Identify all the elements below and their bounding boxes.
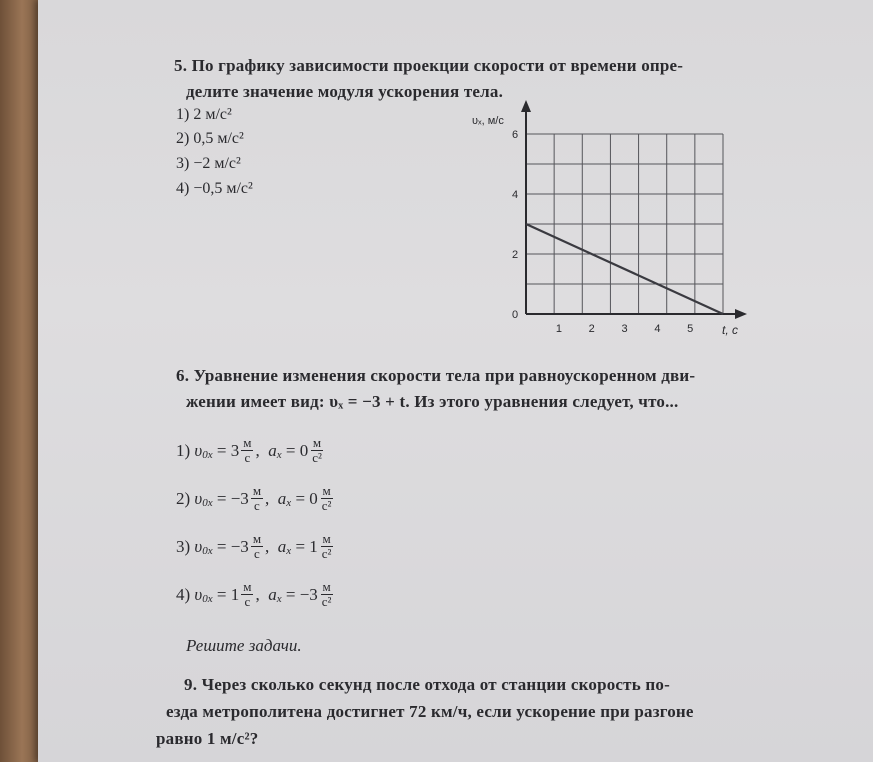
y-tick-label: 0 <box>512 309 519 321</box>
x-tick-label: 4 <box>654 323 661 335</box>
x-tick-label: 5 <box>687 323 694 335</box>
x-axis-label: t, c <box>722 323 739 337</box>
q6-option-1: 1) υ 0x = 3 $\frac{м}{с}$ , a x = 0 $\frac{м}{\text{с²}}$ <box>176 435 322 466</box>
velocity-unit: $\frac{м}{с}$ <box>243 435 252 466</box>
q6-option-2: 2) υ 0x = −3 $\frac{м}{с}$ , a x = 0 $\frac{м}{\text{с²}}$ <box>176 483 332 514</box>
equals-sign: = <box>285 440 296 460</box>
acceleration-value: 1 <box>309 536 318 556</box>
table-edge <box>0 0 40 762</box>
x-tick-label: 1 <box>555 323 562 335</box>
acceleration-symbol: a <box>277 536 287 556</box>
acceleration-subscript: x <box>286 496 292 509</box>
acceleration-unit: $\frac{м}{\text{с²}}$ <box>321 483 332 514</box>
velocity-subscript: 0x <box>202 544 213 557</box>
y-axis-label: υₓ, м/с <box>472 115 504 127</box>
equals-sign: = <box>216 488 227 508</box>
q6-line-1: 6. Уравнение изменения скорости тела при равноускоренном дви- <box>176 366 696 385</box>
acceleration-value: −3 <box>299 584 318 604</box>
chart-series <box>526 224 723 314</box>
velocity-time-graph <box>470 98 760 343</box>
velocity-unit: $\frac{м}{с}$ <box>252 483 262 514</box>
velocity-line <box>526 224 723 314</box>
acceleration-subscript: x <box>276 448 282 461</box>
y-axis-arrow <box>521 100 531 112</box>
acceleration-symbol: a <box>268 440 277 460</box>
solve-tasks-heading: Решите задачи. <box>186 636 302 655</box>
option-number: 4) <box>176 584 191 604</box>
initial-velocity-value: −3 <box>230 488 249 508</box>
velocity-unit: $\frac{м}{с}$ <box>252 531 262 562</box>
chart-axes <box>521 100 747 319</box>
acceleration-unit: $\frac{м}{\text{с²}}$ <box>312 435 322 466</box>
q6-line-2: жении имеет вид: υₓ = −3 + t. Из этого уравнения следует, что... <box>186 392 679 411</box>
q6-option-3: 3) υ 0x = −3 $\frac{м}{с}$ , a x = 1 $\frac{м}{\text{с²}}$ <box>176 531 332 562</box>
initial-velocity-value: 1 <box>230 584 240 604</box>
q9-line-3: равно 1 м/с²? <box>156 729 259 748</box>
q9-line-2: езда метрополитена достигнет 72 км/ч, если ускорение при разгоне <box>166 702 694 721</box>
velocity-symbol: υ <box>194 584 203 604</box>
q6-option-4: 4) υ 0x = 1 $\frac{м}{с}$ , a x = −3 $\frac{м}{\text{с²}}$ <box>176 579 332 610</box>
equals-sign: = <box>216 440 227 460</box>
y-tick-label: 4 <box>512 189 519 201</box>
velocity-subscript: 0x <box>202 496 213 509</box>
chart-ticks <box>512 129 693 335</box>
acceleration-value: 0 <box>309 488 318 508</box>
velocity-subscript: 0x <box>202 448 213 461</box>
chart-grid <box>526 134 723 314</box>
velocity-unit: $\frac{м}{с}$ <box>243 579 252 610</box>
acceleration-symbol: a <box>268 584 277 604</box>
x-tick-label: 2 <box>588 323 595 335</box>
acceleration-value: 0 <box>299 440 309 460</box>
velocity-symbol: υ <box>194 536 203 556</box>
velocity-subscript: 0x <box>202 592 213 605</box>
option-number: 2) <box>176 488 191 508</box>
velocity-symbol: υ <box>194 488 203 508</box>
acceleration-unit: $\frac{м}{\text{с²}}$ <box>321 531 332 562</box>
x-tick-label: 3 <box>621 323 628 335</box>
option-number: 1) <box>176 440 191 460</box>
initial-velocity-value: −3 <box>230 536 249 556</box>
q5-line-2: делите значение модуля ускорения тела. <box>186 82 504 101</box>
equals-sign: = <box>295 536 306 556</box>
q9-line-1: 9. Через сколько секунд после отхода от станции скорость по- <box>184 675 670 694</box>
acceleration-unit: $\frac{м}{\text{с²}}$ <box>321 579 332 610</box>
q5-line-1: 5. По графику зависимости проекции скорости от времени опре- <box>174 56 684 75</box>
acceleration-subscript: x <box>276 592 282 605</box>
q5-option-2: 2) 0,5 м/с² <box>176 130 244 147</box>
acceleration-symbol: a <box>277 488 287 508</box>
initial-velocity-value: 3 <box>230 440 240 460</box>
equals-sign: = <box>295 488 306 508</box>
y-tick-label: 6 <box>512 129 519 141</box>
q5-option-4: 4) −0,5 м/с² <box>176 180 253 197</box>
velocity-symbol: υ <box>194 440 203 460</box>
equals-sign: = <box>216 584 227 604</box>
acceleration-subscript: x <box>286 544 292 557</box>
equals-sign: = <box>285 584 296 604</box>
y-tick-label: 2 <box>512 249 519 261</box>
q5-option-3: 3) −2 м/с² <box>176 155 241 172</box>
x-axis-arrow <box>735 309 747 319</box>
equals-sign: = <box>216 536 227 556</box>
option-number: 3) <box>176 536 191 556</box>
q5-option-1: 1) 2 м/с² <box>176 106 232 123</box>
